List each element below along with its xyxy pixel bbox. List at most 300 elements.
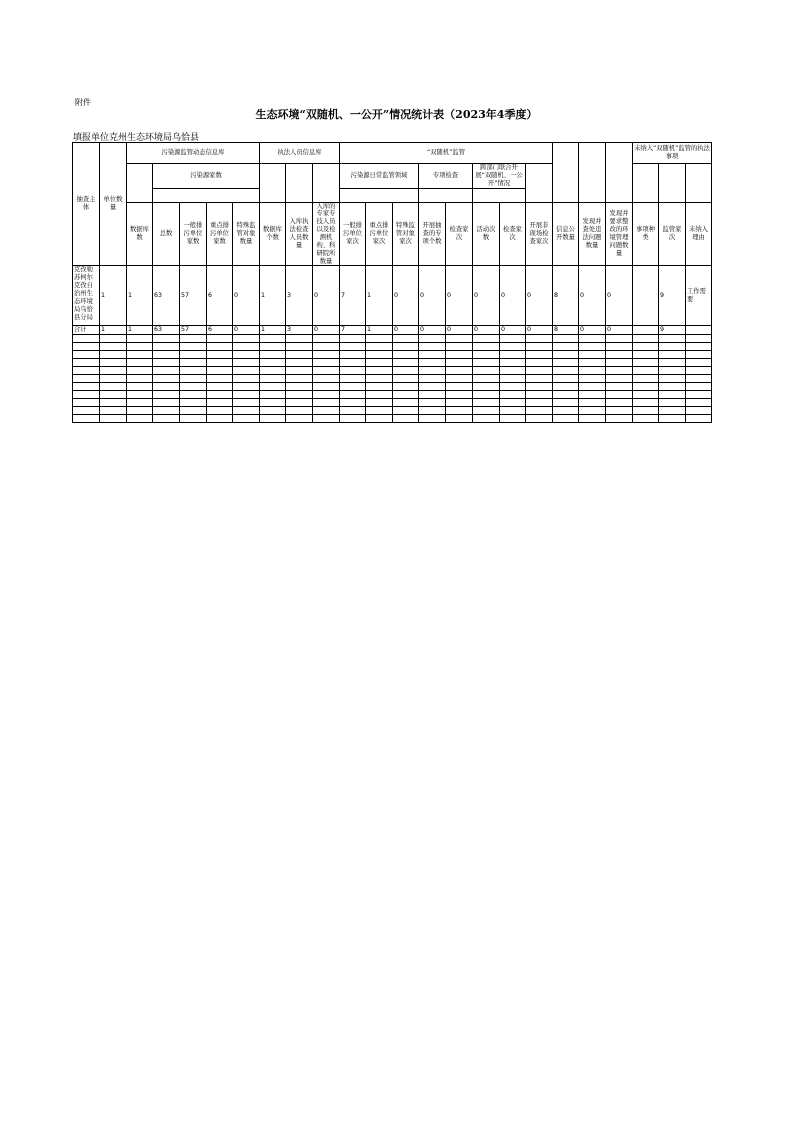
empty-cell (233, 407, 260, 415)
table-cell: 1 (100, 266, 127, 326)
empty-cell (393, 383, 419, 391)
table-cell: 0 (606, 266, 633, 326)
empty-cell (553, 367, 579, 375)
empty-cell (260, 407, 286, 415)
empty-cell (659, 415, 686, 423)
blank-cell (579, 143, 606, 203)
empty-cell (419, 335, 446, 343)
empty-cell (100, 351, 127, 359)
empty-cell (286, 375, 313, 383)
empty-cell (606, 335, 633, 343)
empty-cell (606, 367, 633, 375)
empty-cell (286, 335, 313, 343)
empty-cell (207, 343, 233, 351)
header-row-1 (73, 143, 712, 164)
empty-cell (500, 399, 526, 407)
header-unit-count: 单位数量 (100, 143, 127, 266)
empty-cell (419, 375, 446, 383)
empty-cell (473, 391, 500, 399)
empty-cell (313, 375, 340, 383)
empty-cell (260, 351, 286, 359)
empty-cell (579, 335, 606, 343)
empty-cell (526, 351, 553, 359)
empty-cell (180, 391, 207, 399)
empty-cell (340, 343, 366, 351)
empty-cell (473, 351, 500, 359)
empty-cell (100, 407, 127, 415)
empty-cell (127, 359, 153, 367)
empty-cell (606, 399, 633, 407)
table-cell: 0 (393, 266, 419, 326)
empty-cell (207, 351, 233, 359)
empty-cell (446, 407, 473, 415)
header-supervised: 监管家次 (659, 202, 686, 266)
empty-cell (579, 359, 606, 367)
header-inspect-times: 检查家次 (446, 202, 473, 266)
empty-cell (286, 343, 313, 351)
empty-row (73, 415, 712, 423)
empty-cell (473, 359, 500, 367)
header-key-checks: 重点排污单位家次 (366, 202, 393, 266)
empty-cell (100, 375, 127, 383)
header-activities: 活动次数 (473, 202, 500, 266)
empty-cell (633, 351, 659, 359)
empty-cell (100, 399, 127, 407)
empty-cell (579, 383, 606, 391)
empty-cell (180, 415, 207, 423)
empty-cell (340, 391, 366, 399)
empty-cell (73, 359, 100, 367)
blank-cell (686, 164, 712, 203)
empty-cell (686, 415, 712, 423)
empty-cell (207, 415, 233, 423)
empty-cell (500, 383, 526, 391)
empty-cell (393, 415, 419, 423)
empty-cell (340, 383, 366, 391)
empty-cell (100, 367, 127, 375)
empty-cell (419, 415, 446, 423)
header-item-types: 事项种类 (633, 202, 659, 266)
group-not-included: 未纳入“双随机”监管的执法事项 (633, 143, 712, 164)
empty-cell (686, 335, 712, 343)
table-cell: 0 (233, 266, 260, 326)
empty-cell (686, 399, 712, 407)
empty-cell (100, 335, 127, 343)
empty-row (73, 391, 712, 399)
blank-cell (606, 143, 633, 203)
empty-cell (633, 335, 659, 343)
empty-cell (366, 367, 393, 375)
empty-cell (340, 407, 366, 415)
table-cell: 1 (127, 266, 153, 326)
header-row-4 (73, 202, 712, 266)
empty-cell (473, 367, 500, 375)
empty-cell (73, 415, 100, 423)
header-env-issues: 发现并要求整改的环境管理问题数量 (606, 202, 633, 266)
empty-cell (340, 375, 366, 383)
table-cell: 0 (526, 326, 553, 335)
empty-cell (393, 407, 419, 415)
table-cell: 8 (553, 266, 579, 326)
table-cell: 0 (579, 266, 606, 326)
empty-cell (127, 343, 153, 351)
header-general: 一般排污单位家数 (180, 202, 207, 266)
blank-cell (286, 164, 313, 203)
empty-cell (127, 335, 153, 343)
group-double-random: “双随机”监管 (340, 143, 553, 164)
table-cell: 6 (207, 266, 233, 326)
table-cell: 工作需要 (686, 266, 712, 326)
empty-cell (446, 359, 473, 367)
empty-cell (500, 367, 526, 375)
empty-cell (153, 391, 180, 399)
table-cell: 57 (180, 266, 207, 326)
empty-cell (233, 375, 260, 383)
empty-cell (659, 335, 686, 343)
empty-cell (500, 359, 526, 367)
empty-cell (180, 351, 207, 359)
empty-cell (340, 415, 366, 423)
empty-cell (473, 399, 500, 407)
empty-cell (446, 383, 473, 391)
empty-cell (207, 375, 233, 383)
empty-cell (686, 375, 712, 383)
table-cell: 63 (153, 266, 180, 326)
empty-cell (73, 375, 100, 383)
empty-cell (313, 335, 340, 343)
empty-cell (233, 351, 260, 359)
empty-cell (579, 415, 606, 423)
empty-cell (153, 383, 180, 391)
empty-cell (260, 367, 286, 375)
empty-cell (73, 351, 100, 359)
empty-cell (526, 343, 553, 351)
empty-cell (207, 383, 233, 391)
empty-cell (233, 359, 260, 367)
empty-cell (313, 407, 340, 415)
empty-cell (686, 359, 712, 367)
empty-cell (633, 391, 659, 399)
empty-cell (340, 351, 366, 359)
empty-cell (393, 335, 419, 343)
empty-cell (313, 399, 340, 407)
empty-cell (419, 359, 446, 367)
empty-cell (606, 375, 633, 383)
empty-cell (579, 399, 606, 407)
empty-cell (207, 391, 233, 399)
table-cell (686, 326, 712, 335)
empty-cell (366, 391, 393, 399)
empty-cell (313, 367, 340, 375)
empty-cell (233, 399, 260, 407)
empty-cell (446, 351, 473, 359)
empty-cell (207, 335, 233, 343)
header-special: 特殊监管对象数量 (233, 202, 260, 266)
empty-cell (393, 359, 419, 367)
empty-cell (393, 391, 419, 399)
empty-cell (366, 335, 393, 343)
empty-cell (419, 351, 446, 359)
table-cell: 3 (286, 326, 313, 335)
empty-cell (446, 375, 473, 383)
empty-cell (366, 407, 393, 415)
empty-cell (553, 415, 579, 423)
empty-row (73, 343, 712, 351)
empty-cell (606, 407, 633, 415)
table-cell: 1 (366, 326, 393, 335)
empty-cell (659, 359, 686, 367)
empty-cell (100, 359, 127, 367)
group-enforcer-db: 执法人员信息库 (260, 143, 340, 164)
empty-cell (446, 367, 473, 375)
empty-cell (366, 415, 393, 423)
empty-cell (127, 407, 153, 415)
blank-cell (153, 188, 260, 202)
table-cell: 0 (313, 326, 340, 335)
empty-cell (393, 351, 419, 359)
empty-cell (633, 383, 659, 391)
table-cell: 0 (233, 326, 260, 335)
empty-cell (207, 367, 233, 375)
blank-cell (633, 164, 659, 203)
empty-cell (659, 367, 686, 375)
empty-cell (393, 343, 419, 351)
table-cell: 0 (446, 326, 473, 335)
empty-cell (473, 375, 500, 383)
table-cell: 7 (340, 266, 366, 326)
empty-cell (553, 351, 579, 359)
empty-cell (180, 343, 207, 351)
empty-cell (500, 415, 526, 423)
empty-cell (100, 343, 127, 351)
blank-cell (260, 164, 286, 203)
empty-cell (153, 407, 180, 415)
total-row (73, 326, 712, 335)
empty-cell (260, 359, 286, 367)
empty-cell (313, 343, 340, 351)
empty-cell (366, 375, 393, 383)
empty-cell (233, 335, 260, 343)
table-cell (633, 266, 659, 326)
empty-cell (500, 407, 526, 415)
header-total: 总数 (153, 202, 180, 266)
empty-cell (526, 335, 553, 343)
empty-cell (419, 383, 446, 391)
empty-cell (553, 383, 579, 391)
empty-cell (233, 391, 260, 399)
empty-cell (153, 335, 180, 343)
empty-cell (233, 383, 260, 391)
empty-cell (73, 343, 100, 351)
table-cell: 0 (473, 326, 500, 335)
empty-cell (419, 367, 446, 375)
blank-cell (553, 143, 579, 203)
header-cross-inspect-times: 检查家次 (500, 202, 526, 266)
table-cell: 0 (446, 266, 473, 326)
header-disclosure: 信息公开数量 (553, 202, 579, 266)
header-db-count: 数据库数 (127, 202, 153, 266)
table-cell (633, 326, 659, 335)
empty-cell (100, 415, 127, 423)
empty-cell (419, 391, 446, 399)
empty-cell (553, 359, 579, 367)
empty-cell (500, 391, 526, 399)
empty-cell (446, 343, 473, 351)
empty-cell (207, 399, 233, 407)
empty-cell (313, 415, 340, 423)
empty-cell (659, 343, 686, 351)
empty-cell (526, 407, 553, 415)
empty-cell (553, 407, 579, 415)
empty-row (73, 335, 712, 343)
empty-cell (393, 375, 419, 383)
empty-cell (313, 391, 340, 399)
empty-cell (340, 359, 366, 367)
empty-cell (500, 335, 526, 343)
table-cell: 克孜勒苏柯尔克孜自治州生态环境局乌恰县分局 (73, 266, 100, 326)
empty-cell (419, 399, 446, 407)
table-cell: 1 (260, 266, 286, 326)
empty-cell (366, 399, 393, 407)
header-general-checks: 一般排污单位家次 (340, 202, 366, 266)
empty-cell (606, 343, 633, 351)
table-cell: 8 (553, 326, 579, 335)
empty-cell (127, 415, 153, 423)
empty-cell (659, 399, 686, 407)
empty-cell (127, 383, 153, 391)
empty-cell (286, 383, 313, 391)
empty-cell (260, 335, 286, 343)
empty-cell (606, 351, 633, 359)
table-cell: 9 (659, 326, 686, 335)
empty-cell (366, 343, 393, 351)
empty-cell (180, 375, 207, 383)
empty-cell (579, 351, 606, 359)
empty-cell (553, 343, 579, 351)
empty-cell (286, 399, 313, 407)
empty-cell (127, 375, 153, 383)
table-cell: 3 (286, 266, 313, 326)
empty-cell (286, 367, 313, 375)
empty-cell (606, 391, 633, 399)
empty-cell (419, 407, 446, 415)
header-enforcers-in-db: 入库执法检查人员数量 (286, 202, 313, 266)
table-cell: 1 (127, 326, 153, 335)
empty-cell (260, 383, 286, 391)
empty-cell (153, 351, 180, 359)
empty-cell (526, 367, 553, 375)
empty-cell (73, 383, 100, 391)
empty-cell (286, 415, 313, 423)
table-cell: 0 (419, 326, 446, 335)
table-cell: 0 (419, 266, 446, 326)
empty-cell (100, 383, 127, 391)
empty-cell (500, 343, 526, 351)
empty-cell (313, 359, 340, 367)
empty-cell (659, 407, 686, 415)
header-violations: 发现并查处违法问题数量 (579, 202, 606, 266)
empty-row (73, 351, 712, 359)
empty-cell (73, 367, 100, 375)
table-cell: 0 (500, 326, 526, 335)
empty-cell (286, 359, 313, 367)
empty-cell (526, 359, 553, 367)
empty-cell (633, 367, 659, 375)
empty-cell (153, 359, 180, 367)
table-cell: 0 (473, 266, 500, 326)
empty-cell (606, 359, 633, 367)
empty-cell (286, 351, 313, 359)
blank-cell (659, 164, 686, 203)
empty-cell (153, 343, 180, 351)
empty-cell (393, 399, 419, 407)
empty-cell (633, 407, 659, 415)
empty-cell (393, 367, 419, 375)
empty-cell (446, 391, 473, 399)
fill-unit-label: 填报单位克州生态环境局乌恰县 (73, 133, 200, 143)
empty-cell (233, 367, 260, 375)
empty-cell (633, 359, 659, 367)
empty-cell (526, 383, 553, 391)
empty-cell (233, 343, 260, 351)
empty-cell (419, 343, 446, 351)
empty-cell (260, 391, 286, 399)
empty-cell (366, 383, 393, 391)
table-cell: 6 (207, 326, 233, 335)
blank-cell (419, 188, 473, 202)
empty-cell (553, 375, 579, 383)
page-title: 生态环境“双随机、一公开”情况统计表（2023年4季度） (255, 108, 538, 121)
empty-cell (260, 375, 286, 383)
empty-cell (180, 335, 207, 343)
empty-cell (659, 375, 686, 383)
empty-cell (606, 415, 633, 423)
empty-cell (446, 399, 473, 407)
subgroup-special-inspection: 专项检查 (419, 164, 473, 189)
subgroup-pollution-count: 污染源家数 (153, 164, 260, 189)
table-cell: 1 (100, 326, 127, 335)
empty-cell (313, 351, 340, 359)
group-pollution-db: 污染源监管动态信息库 (127, 143, 260, 164)
empty-cell (127, 367, 153, 375)
empty-cell (473, 383, 500, 391)
blank-cell (340, 188, 419, 202)
attachment-label: 附件 (75, 98, 91, 107)
empty-cell (659, 383, 686, 391)
blank-cell (526, 164, 553, 203)
empty-cell (686, 407, 712, 415)
table-cell: 1 (366, 266, 393, 326)
data-row (73, 266, 712, 326)
empty-cell (553, 391, 579, 399)
empty-cell (260, 343, 286, 351)
empty-cell (73, 335, 100, 343)
empty-cell (473, 343, 500, 351)
empty-cell (686, 343, 712, 351)
empty-cell (127, 391, 153, 399)
blank-cell (473, 188, 526, 202)
table-cell: 1 (260, 326, 286, 335)
empty-cell (473, 335, 500, 343)
empty-cell (260, 399, 286, 407)
empty-row (73, 359, 712, 367)
empty-cell (233, 415, 260, 423)
empty-cell (579, 391, 606, 399)
subgroup-cross-dept: 跨部门联合开展“双随机、一公开”情况 (473, 164, 526, 189)
blank-cell (313, 164, 340, 203)
empty-cell (633, 343, 659, 351)
table-cell: 0 (606, 326, 633, 335)
